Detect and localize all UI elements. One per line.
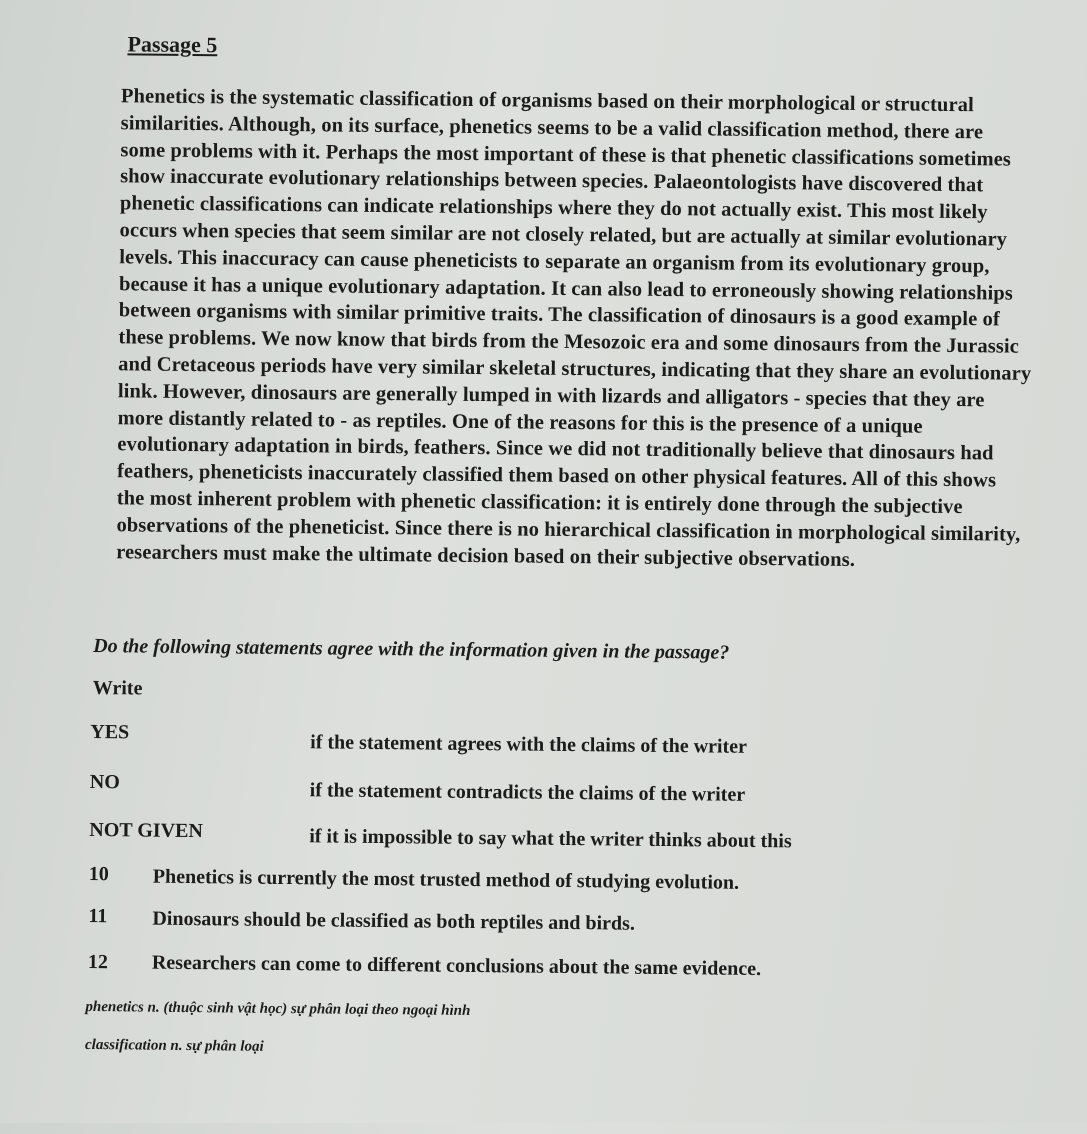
passage-line: link. However, dinosaurs are generally lumped in with lizards and alligators - species that they are bbox=[117, 380, 985, 412]
question-text: Dinosaurs should be classified as both reptiles and birds. bbox=[152, 907, 636, 935]
passage-line: and Cretaceous periods have very similar skeletal structures, indicating that they share an evolutionary bbox=[118, 353, 1032, 385]
passage-line: more distantly related to - as reptiles. One of the reasons for this is the presence of a unique bbox=[117, 406, 923, 438]
passage-line: between organisms with similar primitive traits. The classification of dinosaurs is a good example of bbox=[118, 299, 1000, 331]
answer-key-term: YES bbox=[90, 720, 130, 744]
passage-line: evolutionary adaptation in birds, feathers. Since we did not traditionally believe that dinosaurs had bbox=[117, 433, 994, 465]
question-number: 11 bbox=[88, 904, 108, 928]
write-label: Write bbox=[92, 677, 143, 700]
passage-line: researchers must make the ultimate decision based on their subjective observations. bbox=[116, 540, 856, 571]
question-text: Researchers can come to different conclusions about the same evidence. bbox=[151, 951, 762, 981]
passage-title: Passage 5 bbox=[127, 31, 218, 58]
passage-line: some problems with it. Perhaps the most important of these is that phenetic classifications sometimes bbox=[120, 138, 1012, 171]
passage-line: because it has a unique evolutionary adaptation. It can also lead to erroneously showing relationships bbox=[118, 272, 1014, 305]
passage-line: levels. This inaccuracy can cause pheneticists to separate an organism from its evolutionary group, bbox=[119, 246, 990, 278]
passage-line: occurs when species that seem similar are not closely related, but are actually at similar evolutionary bbox=[119, 219, 1008, 251]
glossary-entry: classification n. sự phân loại bbox=[84, 1036, 264, 1055]
passage-line: show inaccurate evolutionary relationships between species. Palaeontologists have discovered that bbox=[120, 165, 984, 197]
passage-line: Phenetics is the systematic classification of organisms based on their morphological or structural bbox=[120, 85, 974, 117]
answer-key-desc: if the statement agrees with the claims of the writer bbox=[310, 731, 748, 758]
passage-line: phenetic classifications can indicate relationships where they do not actually exist. This most likely bbox=[119, 192, 988, 224]
question-text: Phenetics is currently the most trusted method of studying evolution. bbox=[152, 865, 740, 894]
answer-key-desc: if the statement contradicts the claims of the writer bbox=[309, 779, 746, 806]
passage-body bbox=[116, 83, 1087, 576]
question-number: 10 bbox=[88, 862, 109, 886]
passage-line: feathers, pheneticists inaccurately classified them based on other physical features. All of this shows bbox=[116, 460, 997, 492]
answer-key-term: NO bbox=[89, 770, 120, 794]
answer-key-desc: if it is impossible to say what the writer thinks about this bbox=[309, 825, 792, 853]
question-number: 12 bbox=[87, 950, 109, 974]
answer-key-term: NOT GIVEN bbox=[89, 818, 203, 843]
instruction: Do the following statements agree with the information given in the passage? bbox=[93, 635, 730, 664]
passage-line: the most inherent problem with phenetic classification: it is entirely done through the subjective bbox=[116, 487, 963, 519]
glossary-entry: phenetics n. (thuộc sinh vật học) sự phân loại theo ngoại hình bbox=[85, 998, 471, 1019]
passage-line: observations of the pheneticist. Since there is no hierarchical classification in morphological similarity, bbox=[116, 513, 1021, 546]
passage-line: these problems. We now know that birds from the Mesozoic era and some dinosaurs from the Jurassic bbox=[118, 326, 1020, 358]
passage-line: similarities. Although, on its surface, phenetics seems to be a valid classification method, there are bbox=[120, 112, 984, 144]
